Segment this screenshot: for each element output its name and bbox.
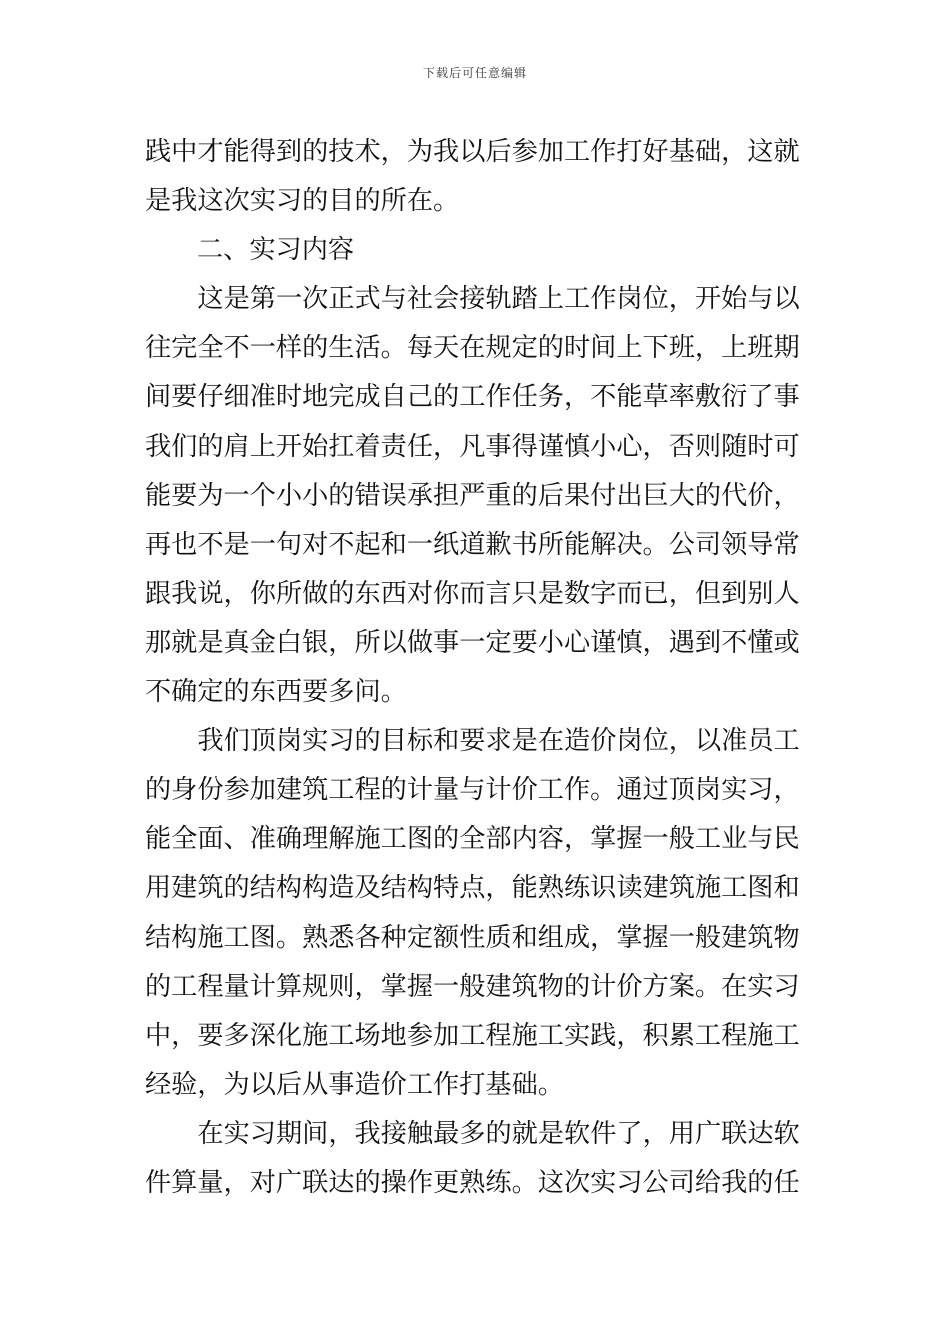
text-line: 用建筑的结构构造及结构特点，能熟练识读建筑施工图和 — [145, 873, 800, 904]
text-line: 中，要多深化施工场地参加工程施工实践，积累工程施工 — [145, 1020, 800, 1051]
text-line: 这是第一次正式与社会接轨踏上工作岗位，开始与以 — [197, 284, 800, 315]
text-line: 那就是真金白银，所以做事一定要小心谨慎，遇到不懂或 — [145, 627, 800, 658]
text-line: 再也不是一句对不起和一纸道歉书所能解决。公司领导常 — [145, 529, 800, 560]
text-line: 结构施工图。熟悉各种定额性质和组成，掌握一般建筑物 — [145, 922, 800, 953]
paragraph-work-life — [145, 275, 810, 717]
text-line: 间要仔细准时地完成自己的工作任务，不能草率敷衍了事 — [145, 382, 800, 413]
text-line: 不确定的东西要多问。 — [145, 677, 407, 708]
heading-text: 二、实习内容 — [197, 235, 355, 266]
paragraph-internship-goals — [145, 717, 810, 1110]
text-line: 能全面、准确理解施工图的全部内容，掌握一般工业与民 — [145, 824, 800, 855]
document-body — [145, 128, 810, 1208]
text-line: 践中才能得到的技术，为我以后参加工作打好基础，这就 — [145, 137, 800, 167]
paragraph-continuation — [145, 128, 810, 226]
text-line: 是我这次实习的目的所在。 — [145, 186, 460, 217]
text-line: 能要为一个小小的错误承担严重的后果付出巨大的代价， — [145, 480, 800, 511]
text-line: 的身份参加建筑工程的计量与计价工作。通过顶岗实习， — [145, 775, 800, 806]
text-line: 在实习期间，我接触最多的就是软件了，用广联达软 — [197, 1118, 800, 1149]
text-line: 经验，为以后从事造价工作打基础。 — [145, 1069, 564, 1100]
text-line: 的工程量计算规则，掌握一般建筑物的计价方案。在实习 — [145, 971, 800, 1002]
text-line: 件算量，对广联达的操作更熟练。这次实习公司给我的任 — [145, 1167, 800, 1198]
text-line: 我们顶岗实习的目标和要求是在造价岗位，以准员工 — [197, 726, 800, 757]
section-heading — [145, 226, 810, 275]
paragraph-software — [145, 1110, 810, 1208]
page-header-note: 下载后可任意编辑 — [422, 66, 527, 80]
text-line: 往完全不一样的生活。每天在规定的时间上下班，上班期 — [145, 333, 800, 364]
text-line: 我们的肩上开始扛着责任，凡事得谨慎小心，否则随时可 — [145, 431, 800, 462]
text-line: 跟我说，你所做的东西对你而言只是数字而已，但到别人 — [145, 578, 800, 609]
